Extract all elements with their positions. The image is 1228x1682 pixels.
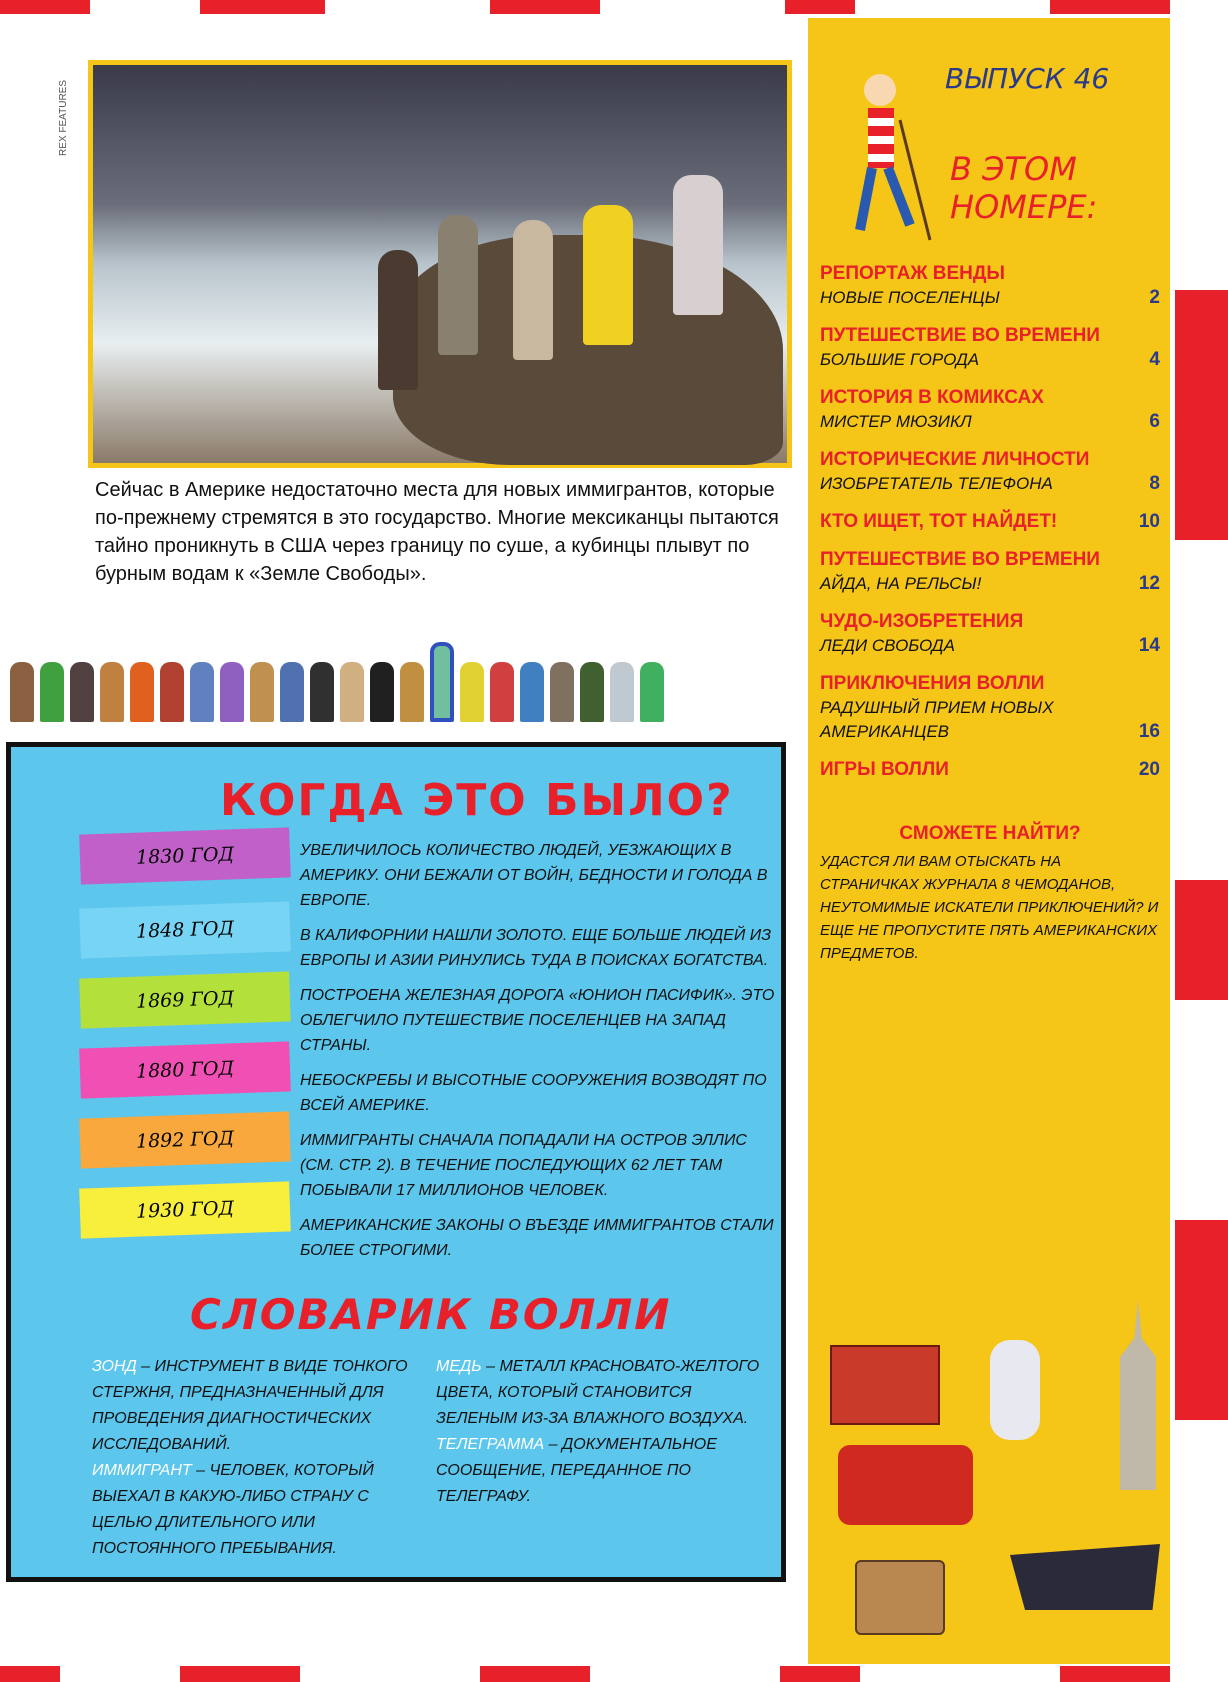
photo-caption: Сейчас в Америке недостаточно места для новых иммигрантов, которые по-прежнему стремятся в это государство. Многие мексиканцы пытаются тайно проникнуть в США через границу по суше, а кубинцы плывут по бурным водам к «Земле Свободы». xyxy=(95,479,779,585)
toc-subtitle: АЙДА, НА РЕЛЬСЫ! xyxy=(820,574,982,593)
figure xyxy=(580,662,604,722)
person xyxy=(438,215,478,355)
toc-title: ПУТЕШЕСТВИЕ ВО ВРЕМЕНИ xyxy=(820,325,1100,346)
toc-subtitle: РАДУШНЫЙ ПРИЕМ НОВЫХ АМЕРИКАНЦЕВ xyxy=(820,698,1054,741)
glossary-column xyxy=(436,1354,776,1510)
toc-page-number: 20 xyxy=(1138,759,1160,780)
toc-subtitle: МИСТЕР МЮЗИКЛ xyxy=(820,412,972,431)
toc-page-number: 4 xyxy=(1149,349,1160,370)
glossary-def: – ИНСТРУМЕНТ В ВИДЕ ТОНКОГО СТЕРЖНЯ, ПРЕДНАЗНАЧЕННЫЙ ДЛЯ ПРОВЕДЕНИЯ ДИАГНОСТИЧЕСКИХ ИССЛЕДОВАНИЙ. xyxy=(92,1358,408,1453)
find-text: УДАСТСЯ ЛИ ВАМ ОТЫСКАТЬ НА СТРАНИЧКАХ ЖУРНАЛА 8 ЧЕМОДАНОВ, НЕУТОМИМЫЕ ИСКАТЕЛИ ПРИКЛЮЧЕНИЙ? И ЕЩЕ НЕ ПРОПУСТИТЕ ПЯТЬ АМЕРИКАНСКИХ ПРЕДМЕТОВ. xyxy=(820,853,1159,962)
bottom-stripe xyxy=(1060,1666,1170,1682)
bottom-stripe xyxy=(780,1666,860,1682)
toc-title: ИСТОРИЧЕСКИЕ ЛИЧНОСТИ xyxy=(820,449,1090,470)
right-stripe xyxy=(1175,1220,1228,1420)
toc-title: КТО ИЩЕТ, ТОТ НАЙДЕТ! xyxy=(820,511,1058,532)
figure xyxy=(40,662,64,722)
top-stripe xyxy=(200,0,325,14)
figure xyxy=(190,662,214,722)
glossary-term: ИММИГРАНТ xyxy=(92,1462,192,1479)
figure xyxy=(130,662,154,722)
figure xyxy=(460,662,484,722)
suitcase-illustration xyxy=(855,1560,945,1635)
toc-subtitle: ИЗОБРЕТАТЕЛЬ ТЕЛЕФОНА xyxy=(820,474,1053,493)
glossary-term: ТЕЛЕГРАММА xyxy=(436,1436,545,1453)
photo-credit: REX FEATURES xyxy=(58,80,69,156)
figure xyxy=(370,662,394,722)
glossary-def: – МЕТАЛЛ КРАСНОВАТО-ЖЕЛТОГО ЦВЕТА, КОТОРЫЙ СТАНОВИТСЯ ЗЕЛЕНЫМ ИЗ-ЗА ВЛАЖНОГО ВОЗДУХА. xyxy=(436,1358,760,1427)
figure xyxy=(640,662,664,722)
waldo-illustration xyxy=(830,60,940,250)
figure xyxy=(610,662,634,722)
toc-entry[interactable] xyxy=(820,548,1160,596)
year-label: 1869 ГОД xyxy=(79,971,291,1028)
glossary-title: СЛОВАРИК ВОЛЛИ xyxy=(190,1290,672,1339)
toc-page-number: 16 xyxy=(1138,721,1160,742)
timeline-event: В КАЛИФОРНИИ НАШЛИ ЗОЛОТО. ЕЩЕ БОЛЬШЕ ЛЮДЕЙ ИЗ ЕВРОПЫ И АЗИИ РИНУЛИСЬ ТУДА В ПОИСКАХ БОГАТСТВА. xyxy=(300,927,772,969)
toc-page-number: 8 xyxy=(1149,473,1160,494)
toc-entry[interactable] xyxy=(820,610,1160,658)
person xyxy=(513,220,553,360)
toc-entry[interactable] xyxy=(820,672,1160,744)
toc-entry[interactable] xyxy=(820,386,1160,434)
figure xyxy=(340,662,364,722)
top-stripe xyxy=(785,0,855,14)
year-label: 1892 ГОД xyxy=(79,1111,291,1168)
person xyxy=(378,250,418,390)
bottom-stripe xyxy=(0,1666,60,1682)
figure xyxy=(100,662,124,722)
glossary-column xyxy=(92,1354,422,1562)
sidebar-content xyxy=(820,262,1160,965)
toc-title: ЧУДО-ИЗОБРЕТЕНИЯ xyxy=(820,611,1024,632)
toc-title: ИСТОРИЯ В КОМИКСАХ xyxy=(820,387,1044,408)
bottom-stripe xyxy=(480,1666,590,1682)
toc-entry[interactable] xyxy=(820,448,1160,496)
toc-subtitle: НОВЫЕ ПОСЕЛЕНЦЫ xyxy=(820,288,1000,307)
glossary-def: – ДОКУМЕНТАЛЬНОЕ СООБЩЕНИЕ, ПЕРЕДАННОЕ ПО ТЕЛЕГРАФУ. xyxy=(436,1436,717,1505)
toc-page-number: 14 xyxy=(1138,635,1160,656)
toc-entry[interactable] xyxy=(820,758,1160,782)
timeline-event: НЕБОСКРЕБЫ И ВЫСОТНЫЕ СООРУЖЕНИЯ ВОЗВОДЯТ ПО ВСЕЙ АМЕРИКЕ. xyxy=(300,1072,767,1114)
toc-entry[interactable] xyxy=(820,324,1160,372)
figure xyxy=(310,662,334,722)
toc-subtitle: ЛЕДИ СВОБОДА xyxy=(820,636,955,655)
toc-subtitle: БОЛЬШИЕ ГОРОДА xyxy=(820,350,980,369)
year-label: 1880 ГОД xyxy=(79,1041,291,1098)
toc-title: ПРИКЛЮЧЕНИЯ ВОЛЛИ xyxy=(820,673,1045,694)
figure xyxy=(280,662,304,722)
figure xyxy=(220,662,244,722)
timeline-event: ПОСТРОЕНА ЖЕЛЕЗНАЯ ДОРОГА «ЮНИОН ПАСИФИК». ЭТО ОБЛЕГЧИЛО ПУТЕШЕСТВИЕ ПОСЕЛЕНЦЕВ НА ЗАПАД СТРАНЫ. xyxy=(300,987,775,1054)
year-label: 1848 ГОД xyxy=(79,901,291,958)
toc-title: РЕПОРТАЖ ВЕНДЫ xyxy=(820,263,1006,284)
toc-title: ИГРЫ ВОЛЛИ xyxy=(820,759,949,780)
top-stripe xyxy=(0,0,90,14)
figure xyxy=(520,662,544,722)
right-stripe xyxy=(1175,880,1228,1000)
person xyxy=(673,175,723,315)
toc-entry[interactable] xyxy=(820,510,1160,534)
year-label: 1930 ГОД xyxy=(79,1181,291,1238)
timeline-event: УВЕЛИЧИЛОСЬ КОЛИЧЕСТВО ЛЮДЕЙ, УЕЗЖАЮЩИХ В АМЕРИКУ. ОНИ БЕЖАЛИ ОТ ВОЙН, БЕДНОСТИ И ГОЛОДА В ЕВРОПЕ. xyxy=(300,842,768,909)
car-illustration xyxy=(838,1445,973,1525)
figure xyxy=(400,662,424,722)
migrants-boat-photo xyxy=(88,60,792,468)
figure xyxy=(70,662,94,722)
bottom-stripe xyxy=(180,1666,300,1682)
history-figures-strip xyxy=(10,632,790,722)
figure xyxy=(490,662,514,722)
in-this-issue-heading: В ЭТОМ НОМЕРЕ: xyxy=(950,150,1098,226)
timeline-events xyxy=(300,838,778,1263)
figure xyxy=(160,662,184,722)
glossary-def: – ЧЕЛОВЕК, КОТОРЫЙ ВЫЕХАЛ В КАКУЮ-ЛИБО СТРАНУ С ЦЕЛЬЮ ДЛИТЕЛЬНОГО ИЛИ ПОСТОЯННОГО ПРЕБЫВАНИЯ. xyxy=(92,1462,374,1557)
timeline-event: АМЕРИКАНСКИЕ ЗАКОНЫ О ВЪЕЗДЕ ИММИГРАНТОВ СТАЛИ БОЛЕЕ СТРОГИМИ. xyxy=(300,1217,774,1259)
figure xyxy=(250,662,274,722)
timeline-event: ИММИГРАНТЫ СНАЧАЛА ПОПАДАЛИ НА ОСТРОВ ЭЛЛИС (СМ. СТР. 2). В ТЕЧЕНИЕ ПОСЛЕДУЮЩИХ 62 ЛЕТ ТАМ ПОБЫВАЛИ 17 МИЛЛИОНОВ ЧЕЛОВЕК. xyxy=(300,1132,747,1199)
year-label: 1830 ГОД xyxy=(79,827,291,884)
toc-page-number: 2 xyxy=(1149,287,1160,308)
toc-title: ПУТЕШЕСТВИЕ ВО ВРЕМЕНИ xyxy=(820,549,1100,570)
issue-number: ВЫПУСК 46 xyxy=(945,62,1110,95)
glossary-term: ЗОНД xyxy=(92,1358,137,1375)
figure xyxy=(550,662,574,722)
right-stripe xyxy=(1175,290,1228,540)
toc-page-number: 10 xyxy=(1138,511,1160,532)
statue-of-liberty-figure xyxy=(430,642,454,722)
building-illustration xyxy=(830,1345,940,1425)
timeline-title: КОГДА ЭТО БЫЛО? xyxy=(220,775,734,826)
toc-entry[interactable] xyxy=(820,262,1160,310)
glossary-term: МЕДЬ xyxy=(436,1358,482,1375)
toc-page-number: 12 xyxy=(1138,573,1160,594)
top-stripe xyxy=(1050,0,1170,14)
top-stripe xyxy=(490,0,600,14)
find-title: СМОЖЕТЕ НАЙТИ? xyxy=(899,823,1081,844)
toc-page-number: 6 xyxy=(1149,411,1160,432)
baseball-player-illustration xyxy=(990,1340,1040,1440)
figure xyxy=(10,662,34,722)
person xyxy=(583,205,633,345)
